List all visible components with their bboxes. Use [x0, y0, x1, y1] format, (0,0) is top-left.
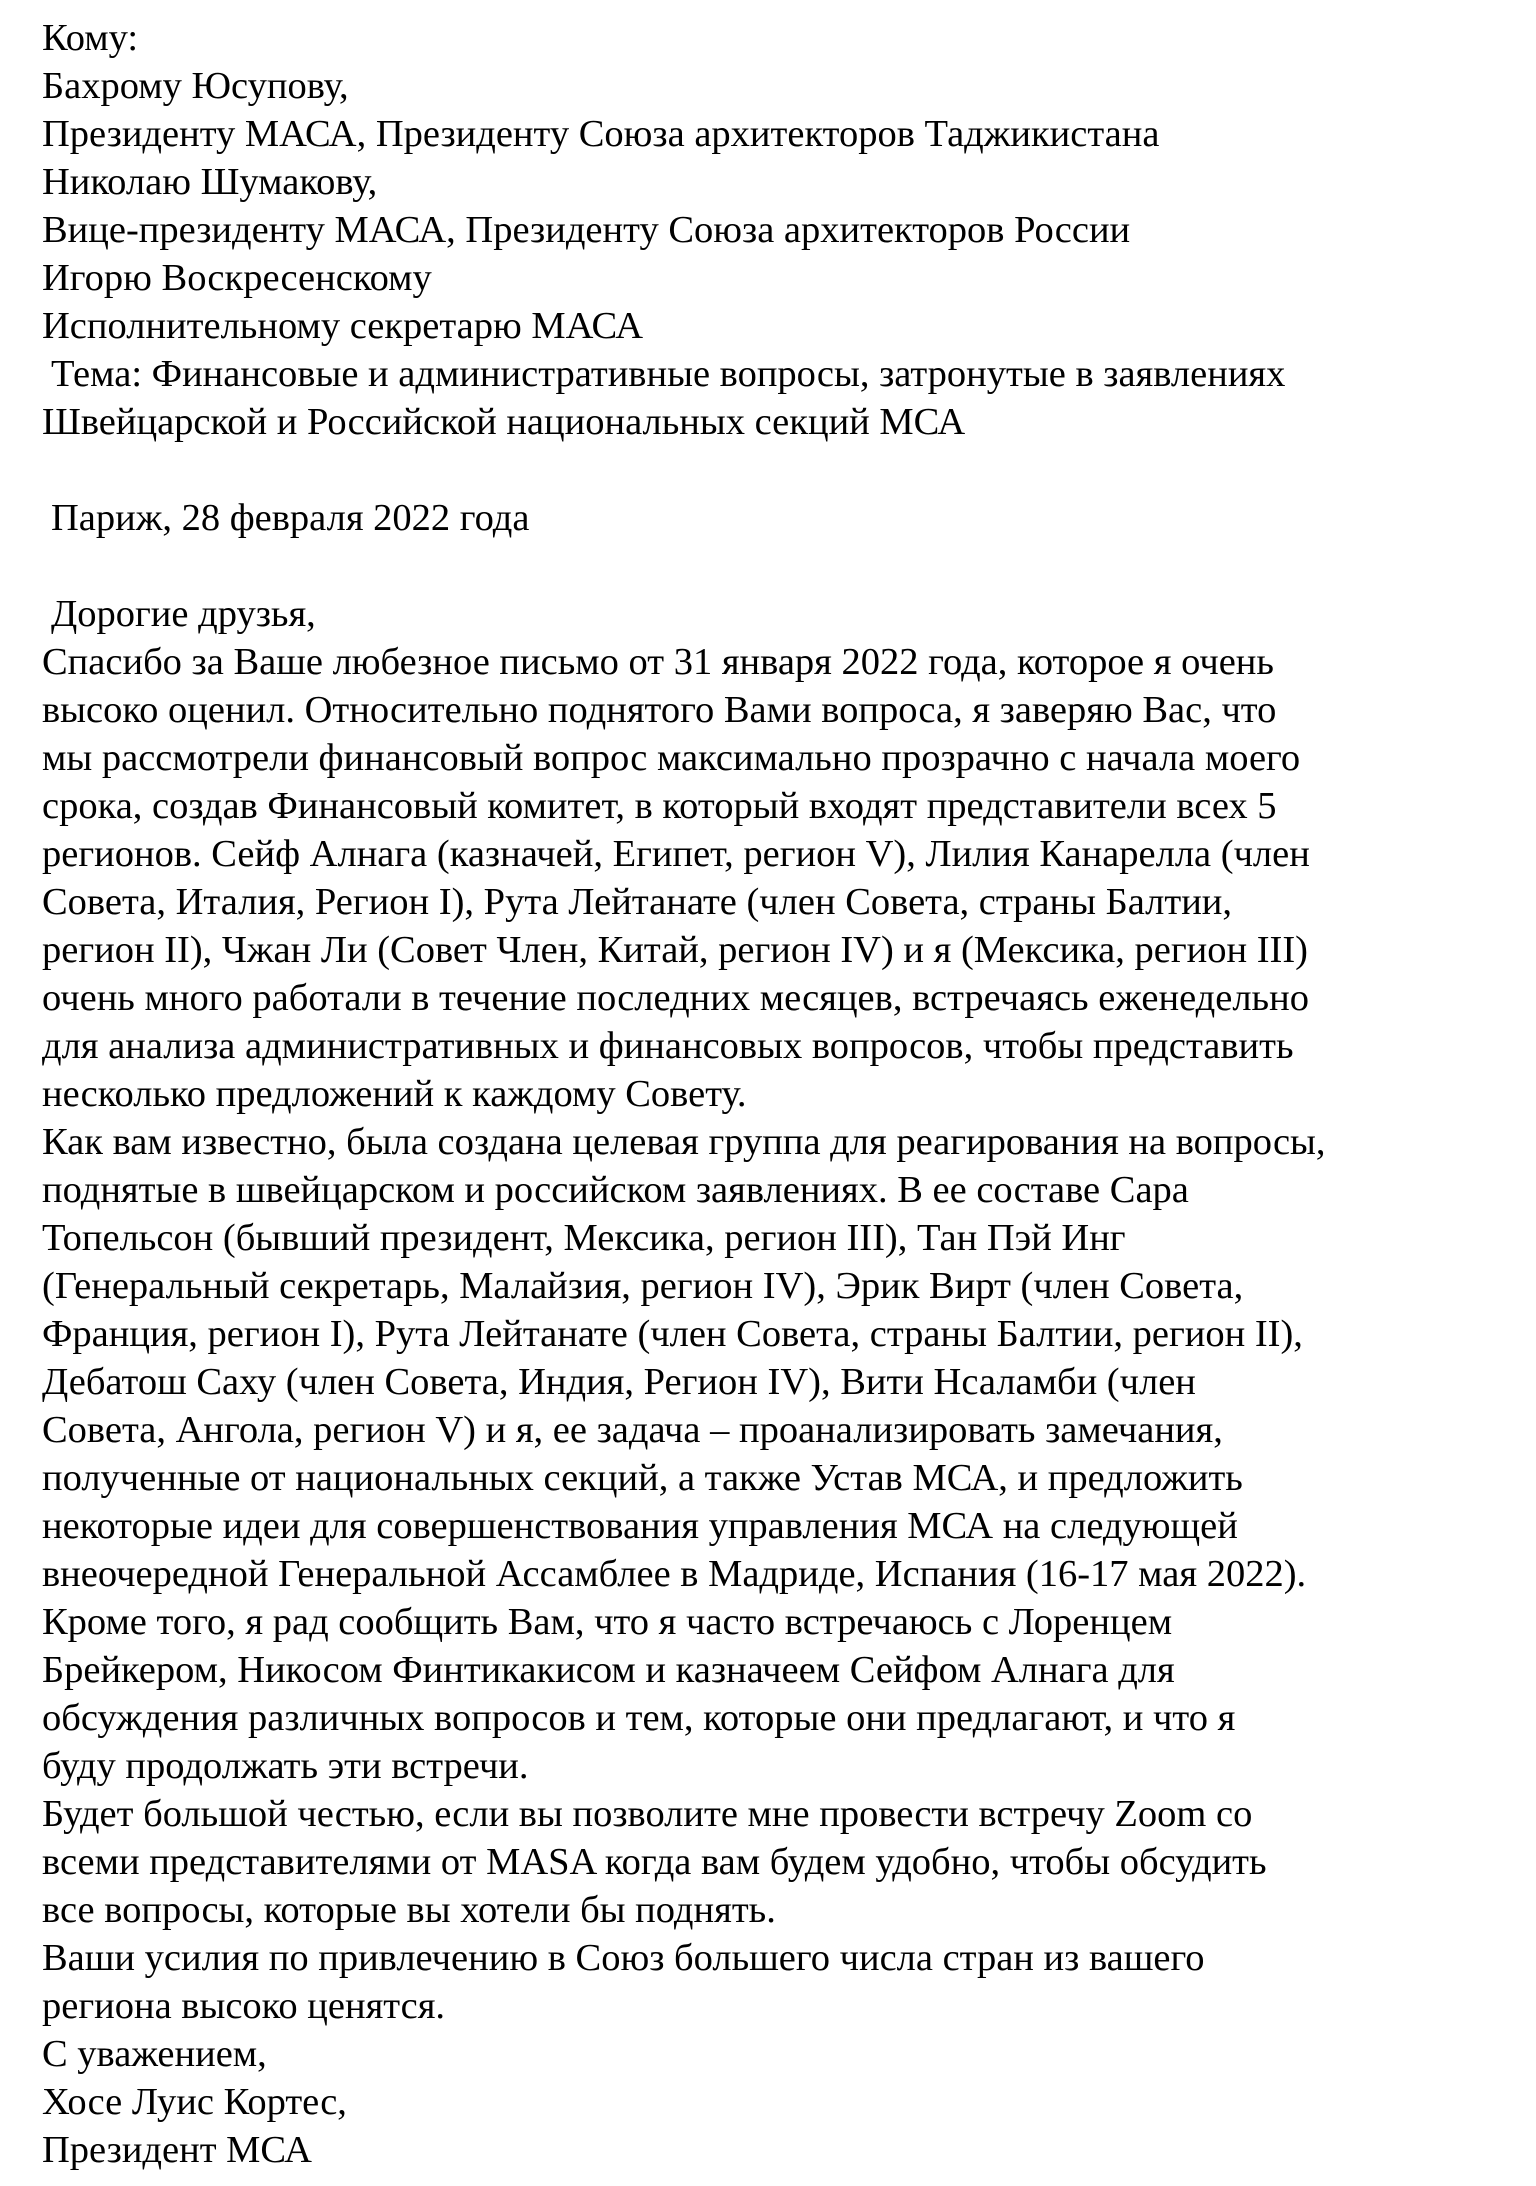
paragraph-line: обсуждения различных вопросов и тем, которые они предлагают, и что я: [42, 1697, 1236, 1739]
paragraph-line: (Генеральный секретарь, Малайзия, регион IV), Эрик Вирт (член Совета,: [42, 1265, 1244, 1307]
recipient-line: Игорю Воскресенскому: [42, 257, 432, 299]
recipient-line: Вице-президенту МАСА, Президенту Союза архитекторов России: [42, 209, 1131, 251]
place-date: Париж, 28 февраля 2022 года: [51, 497, 530, 539]
paragraph-5: [42, 1934, 1512, 2030]
paragraph-line: полученные от национальных секций, а также Устав МСА, и предложить: [42, 1457, 1243, 1499]
paragraph-line: буду продолжать эти встречи.: [42, 1745, 529, 1787]
letter-page: [42, 14, 1512, 2174]
to-label: Кому:: [42, 17, 139, 59]
subject-block: [42, 350, 1512, 446]
paragraph-line: Как вам известно, была создана целевая группа для реагирования на вопросы,: [42, 1121, 1326, 1163]
paragraph-line: Совета, Ангола, регион V) и я, ее задача – проанализировать замечания,: [42, 1409, 1223, 1451]
paragraph-line: Франция, регион I), Рута Лейтанате (член Совета, страны Балтии, регион II),: [42, 1313, 1303, 1355]
spacer: [42, 542, 1512, 590]
paragraph-line: внеочередной Генеральной Ассамблее в Мадриде, Испания (16-17 мая 2022).: [42, 1553, 1307, 1595]
paragraph-line: Будет большой честью, если вы позволите мне провести встречу Zoom со: [42, 1793, 1253, 1835]
paragraph-1: [42, 638, 1512, 1118]
subject-line: Швейцарской и Российской национальных секций МСА: [42, 401, 966, 443]
paragraph-line: Брейкером, Никосом Финтикакисом и казначеем Сейфом Алнага для: [42, 1649, 1175, 1691]
recipient-line: Бахрому Юсупову,: [42, 65, 349, 107]
paragraph-line: поднятые в швейцарском и российском заявлениях. В ее составе Сара: [42, 1169, 1189, 1211]
paragraph-line: регион II), Чжан Ли (Совет Член, Китай, регион IV) и я (Мексика, регион III): [42, 929, 1309, 971]
paragraph-line: Топельсон (бывший президент, Мексика, регион III), Тан Пэй Инг: [42, 1217, 1126, 1259]
paragraph-line: Ваши усилия по привлечению в Союз большего числа стран из вашего: [42, 1937, 1205, 1979]
paragraph-line: все вопросы, которые вы хотели бы поднять.: [42, 1889, 776, 1931]
paragraph-line: всеми представителями от MASA когда вам будем удобно, чтобы обсудить: [42, 1841, 1267, 1883]
paragraph-3: [42, 1598, 1512, 1790]
paragraph-line: очень много работали в течение последних месяцев, встречаясь еженедельно: [42, 977, 1309, 1019]
paragraph-line: регионов. Сейф Алнага (казначей, Египет, регион V), Лилия Канарелла (член: [42, 833, 1310, 875]
paragraph-line: для анализа административных и финансовых вопросов, чтобы представить: [42, 1025, 1294, 1067]
spacer: [42, 446, 1512, 494]
signature-name: Хосе Луис Кортес,: [42, 2081, 347, 2123]
paragraph-line: Кроме того, я рад сообщить Вам, что я часто встречаюсь с Лоренцем: [42, 1601, 1173, 1643]
paragraph-line: региона высоко ценятся.: [42, 1985, 446, 2027]
salutation: Дорогие друзья,: [51, 593, 316, 635]
recipient-line: Исполнительному секретарю МАСА: [42, 305, 644, 347]
paragraph-2: [42, 1118, 1512, 1598]
signature-title: Президент МСА: [42, 2129, 312, 2171]
subject-line: Тема: Финансовые и административные вопросы, затронутые в заявлениях: [51, 353, 1286, 395]
paragraph-line: срока, создав Финансовый комитет, в который входят представители всех 5: [42, 785, 1277, 827]
paragraph-line: некоторые идеи для совершенствования управления МСА на следующей: [42, 1505, 1238, 1547]
paragraph-line: мы рассмотрели финансовый вопрос максимально прозрачно с начала моего: [42, 737, 1301, 779]
paragraph-line: Совета, Италия, Регион I), Рута Лейтанате (член Совета, страны Балтии,: [42, 881, 1233, 923]
recipient-line: Николаю Шумакову,: [42, 161, 378, 203]
paragraph-line: высоко оценил. Относительно поднятого Вами вопроса, я заверяю Вас, что: [42, 689, 1277, 731]
paragraph-4: [42, 1790, 1512, 1934]
closing: С уважением,: [42, 2033, 267, 2075]
paragraph-line: Дебатош Саху (член Совета, Индия, Регион IV), Вити Нсаламби (член: [42, 1361, 1196, 1403]
paragraph-line: Спасибо за Ваше любезное письмо от 31 января 2022 года, которое я очень: [42, 641, 1274, 683]
recipients-block: [42, 62, 1512, 350]
recipient-line: Президенту МАСА, Президенту Союза архитекторов Таджикистана: [42, 113, 1160, 155]
paragraph-line: несколько предложений к каждому Совету.: [42, 1073, 747, 1115]
